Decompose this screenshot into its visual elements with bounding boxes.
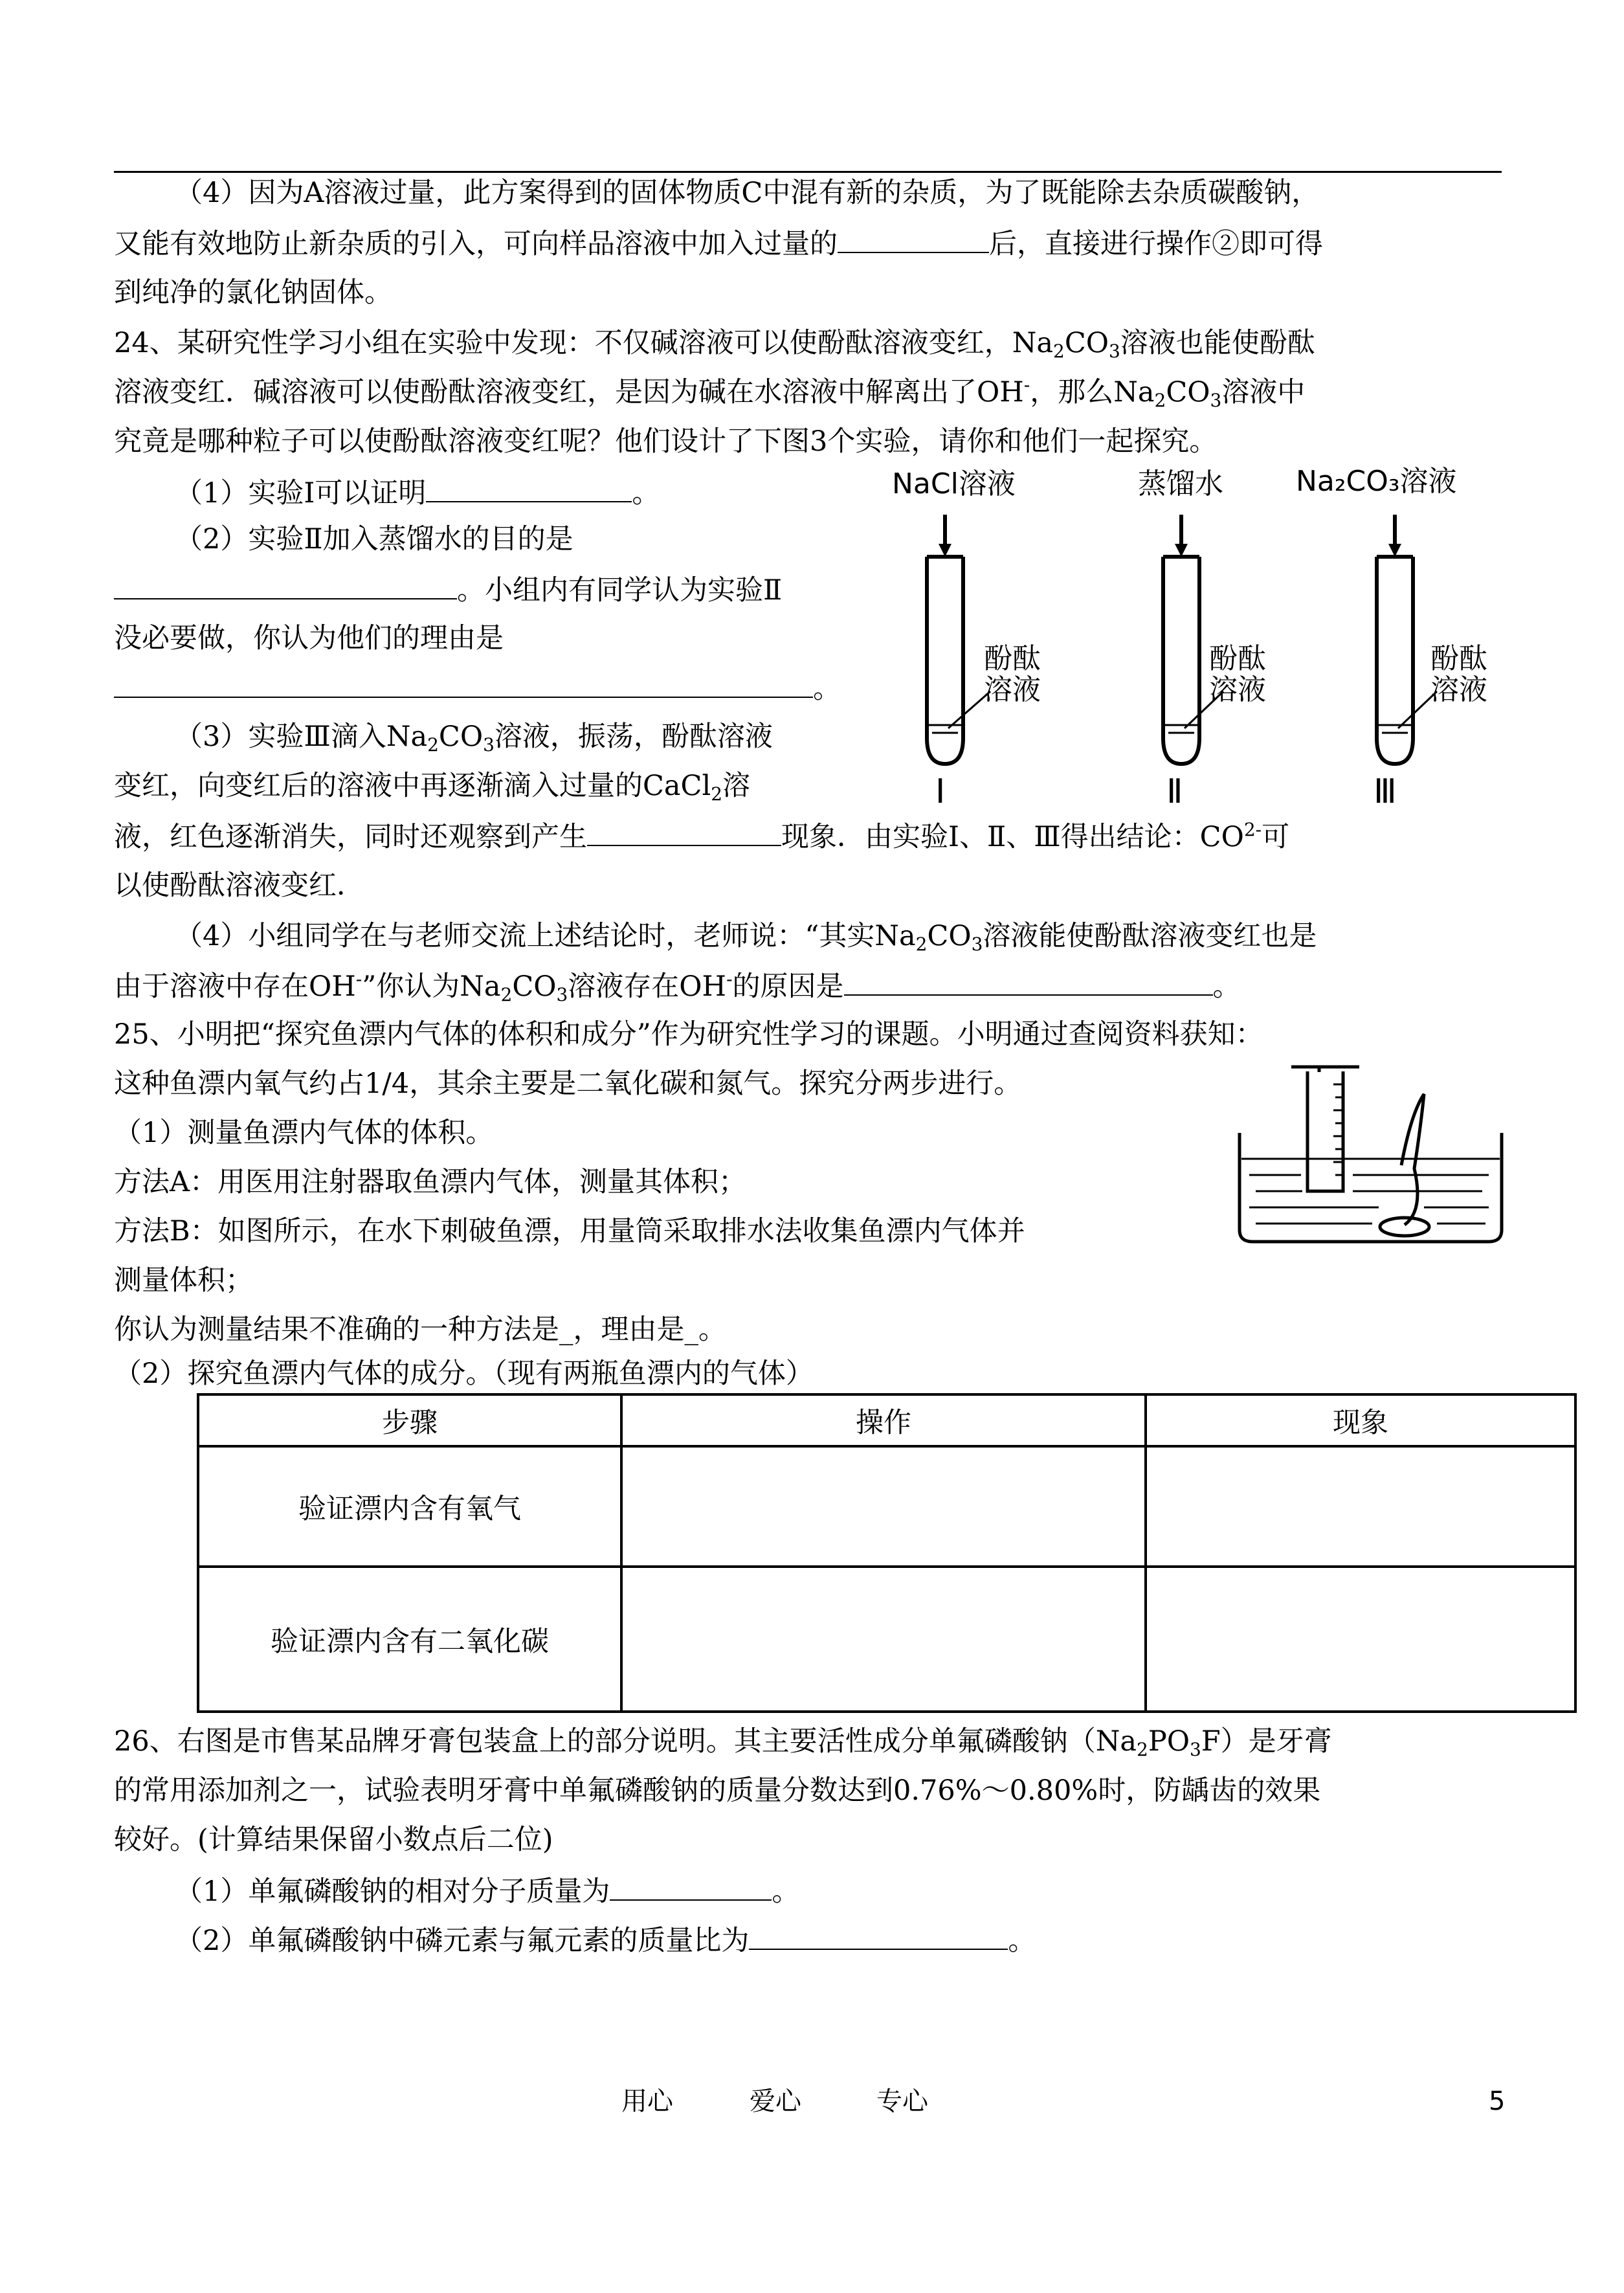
table-cell-step: 验证漂内含有二氧化碳 xyxy=(198,1567,621,1712)
phenol-label-1a: 酚酞 xyxy=(984,642,1041,675)
q24-intro-line1: 24、某研究性学习小组在实验中发现：不仅碱溶液可以使酚酞溶液变红，$Na_2CO_3$溶液也能使酚酞 xyxy=(114,327,1315,362)
tube-numeral-3: Ⅲ xyxy=(1374,772,1397,811)
q26-line3: 较好。(计算结果保留小数点后二位) xyxy=(114,1824,553,1856)
q24-part3-line2: 变红，向变红后的溶液中再逐渐滴入过量的CaCl$_2$溶 xyxy=(114,770,751,805)
q24-part2-line1: （2）实验Ⅱ加入蒸馏水的目的是 xyxy=(175,523,573,555)
answer-blank[interactable] xyxy=(587,816,781,846)
q24-part2-line3: 没必要做，你认为他们的理由是 xyxy=(114,622,504,654)
page-number: 5 xyxy=(1489,2086,1506,2116)
q25-line1: 25、小明把“探究鱼漂内气体的体积和成分”作为研究性学习的课题。小明通过查阅资料获知： xyxy=(114,1018,1263,1051)
q26-line1: 26、右图是市售某品牌牙膏包装盒上的部分说明。其主要活性成分单氟磷酸钠$(Na_2PO_3F)$是牙膏 xyxy=(114,1725,1332,1760)
phenol-label-3a: 酚酞 xyxy=(1430,642,1487,675)
measuring-cylinder xyxy=(1307,1071,1343,1191)
footer-motto-1: 用心 xyxy=(621,2086,673,2116)
q25-line8: （2）探究鱼漂内气体的成分。（现有两瓶鱼漂内的气体） xyxy=(114,1358,814,1390)
answer-blank[interactable] xyxy=(838,223,989,253)
q26-line2: 的常用添加剂之一，试验表明牙膏中单氟磷酸钠的质量分数达到0.76%～0.80%时，防龋齿的效果 xyxy=(114,1774,1321,1807)
table-header-operation: 操作 xyxy=(621,1394,1146,1446)
table-cell-operation[interactable] xyxy=(621,1567,1146,1712)
q25-line6: 测量体积； xyxy=(114,1264,253,1297)
phenol-label-2a: 酚酞 xyxy=(1209,642,1266,675)
footer-motto-3: 专心 xyxy=(876,2086,928,2116)
q26-part2: （2）单氟磷酸钠中磷元素与氟元素的质量比为 。 xyxy=(175,1920,1036,1960)
q24-part4-line1: （4）小组同学在与老师交流上述结论时，老师说：“其实$Na_2CO_3$溶液能使酚酞溶液变红也是 xyxy=(175,920,1317,955)
table-header-steps: 步骤 xyxy=(198,1394,621,1446)
tube-label-water: 蒸馏水 xyxy=(1138,467,1223,500)
q24-part4-line2: 由于溶液中存在OH-”你认为$Na_2CO_3$溶液存在OH-的原因是 。 xyxy=(114,966,1241,1006)
q24-intro-line2: 溶液变红．碱溶液可以使酚酞溶液变红，是因为碱在水溶液中解离出了OH-，那么$Na_2CO_3$溶液中 xyxy=(114,374,1306,411)
q25-line7: 你认为测量结果不准确的一种方法是_，理由是_。 xyxy=(114,1314,726,1346)
table-header-phenomenon: 现象 xyxy=(1146,1394,1575,1446)
tube-label-nacl: NaCl溶液 xyxy=(892,467,1016,500)
q23-part4-line1: （4）因为A溶液过量，此方案得到的固体物质C中混有新的杂质，为了既能除去杂质碳酸钠， xyxy=(175,177,1320,209)
tube-numeral-1: Ⅰ xyxy=(935,772,946,811)
answer-blank[interactable] xyxy=(844,966,1213,996)
table-row xyxy=(198,1567,1575,1712)
tube-label-na2co3: Na₂CO₃溶液 xyxy=(1296,465,1457,498)
table-row xyxy=(198,1446,1575,1567)
q24-part3-line1: （3）实验Ⅲ滴入$Na_2CO_3$溶液，振荡，酚酞溶液 xyxy=(175,721,773,755)
answer-blank[interactable] xyxy=(610,1871,772,1901)
q23-part4-line2: 又能有效地防止新杂质的引入，可向样品溶液中加入过量的 后，直接进行操作②即可得 xyxy=(114,223,1323,263)
water-trough xyxy=(1240,1133,1502,1242)
table-cell-phenomenon[interactable] xyxy=(1146,1446,1575,1567)
q24-part2-line2: 。小组内有同学认为实验Ⅱ xyxy=(114,570,782,610)
q25-line2: 这种鱼漂内氧气约占1/4，其余主要是二氧化碳和氮气。探究分两步进行。 xyxy=(114,1068,1022,1100)
answer-blank[interactable] xyxy=(114,570,457,599)
experiment-table xyxy=(197,1393,1577,1713)
tube-numeral-2: Ⅱ xyxy=(1166,772,1183,811)
q25-line3: （1）测量鱼漂内气体的体积。 xyxy=(114,1117,494,1149)
phenol-label-3b: 溶液 xyxy=(1430,673,1487,706)
q24-intro-line3: 究竟是哪种粒子可以使酚酞溶液变红呢？他们设计了下图3个实验，请你和他们一起探究。 xyxy=(114,425,1218,458)
q24-part2-line4: 。 xyxy=(114,668,841,708)
table-cell-step: 验证漂内含有氧气 xyxy=(198,1446,621,1567)
footer-motto-2: 爱心 xyxy=(750,2086,801,2116)
phenol-label-1b: 溶液 xyxy=(984,673,1041,706)
answer-blank[interactable] xyxy=(749,1920,1008,1950)
test-tube-figure xyxy=(887,453,1508,816)
phenol-label-2b: 溶液 xyxy=(1209,673,1266,706)
q23-part4-line3: 到纯净的氯化钠固体。 xyxy=(114,276,392,309)
q24-part3-line4: 以使酚酞溶液变红． xyxy=(114,869,364,902)
answer-blank[interactable] xyxy=(114,668,813,698)
table-header-row xyxy=(198,1394,1575,1446)
q25-line5: 方法B：如图所示，在水下刺破鱼漂，用量筒采取排水法收集鱼漂内气体并 xyxy=(114,1215,1025,1247)
table-cell-operation[interactable] xyxy=(621,1446,1146,1567)
q25-line4: 方法A：用医用注射器取鱼漂内气体，测量其体积； xyxy=(114,1166,747,1198)
table-cell-phenomenon[interactable] xyxy=(1146,1567,1575,1712)
q26-part1: （1）单氟磷酸钠的相对分子质量为 。 xyxy=(175,1871,799,1911)
water-displacement-figure xyxy=(1230,1055,1515,1249)
answer-blank[interactable] xyxy=(426,473,632,502)
q24-part1: （1）实验Ⅰ可以证明 。 xyxy=(175,473,660,513)
header-rule xyxy=(114,171,1502,173)
q24-part3-line3: 液，红色逐渐消失，同时还观察到产生 现象．由实验Ⅰ、Ⅱ、Ⅲ得出结论：$CO^{2-}$可 xyxy=(114,816,1289,856)
